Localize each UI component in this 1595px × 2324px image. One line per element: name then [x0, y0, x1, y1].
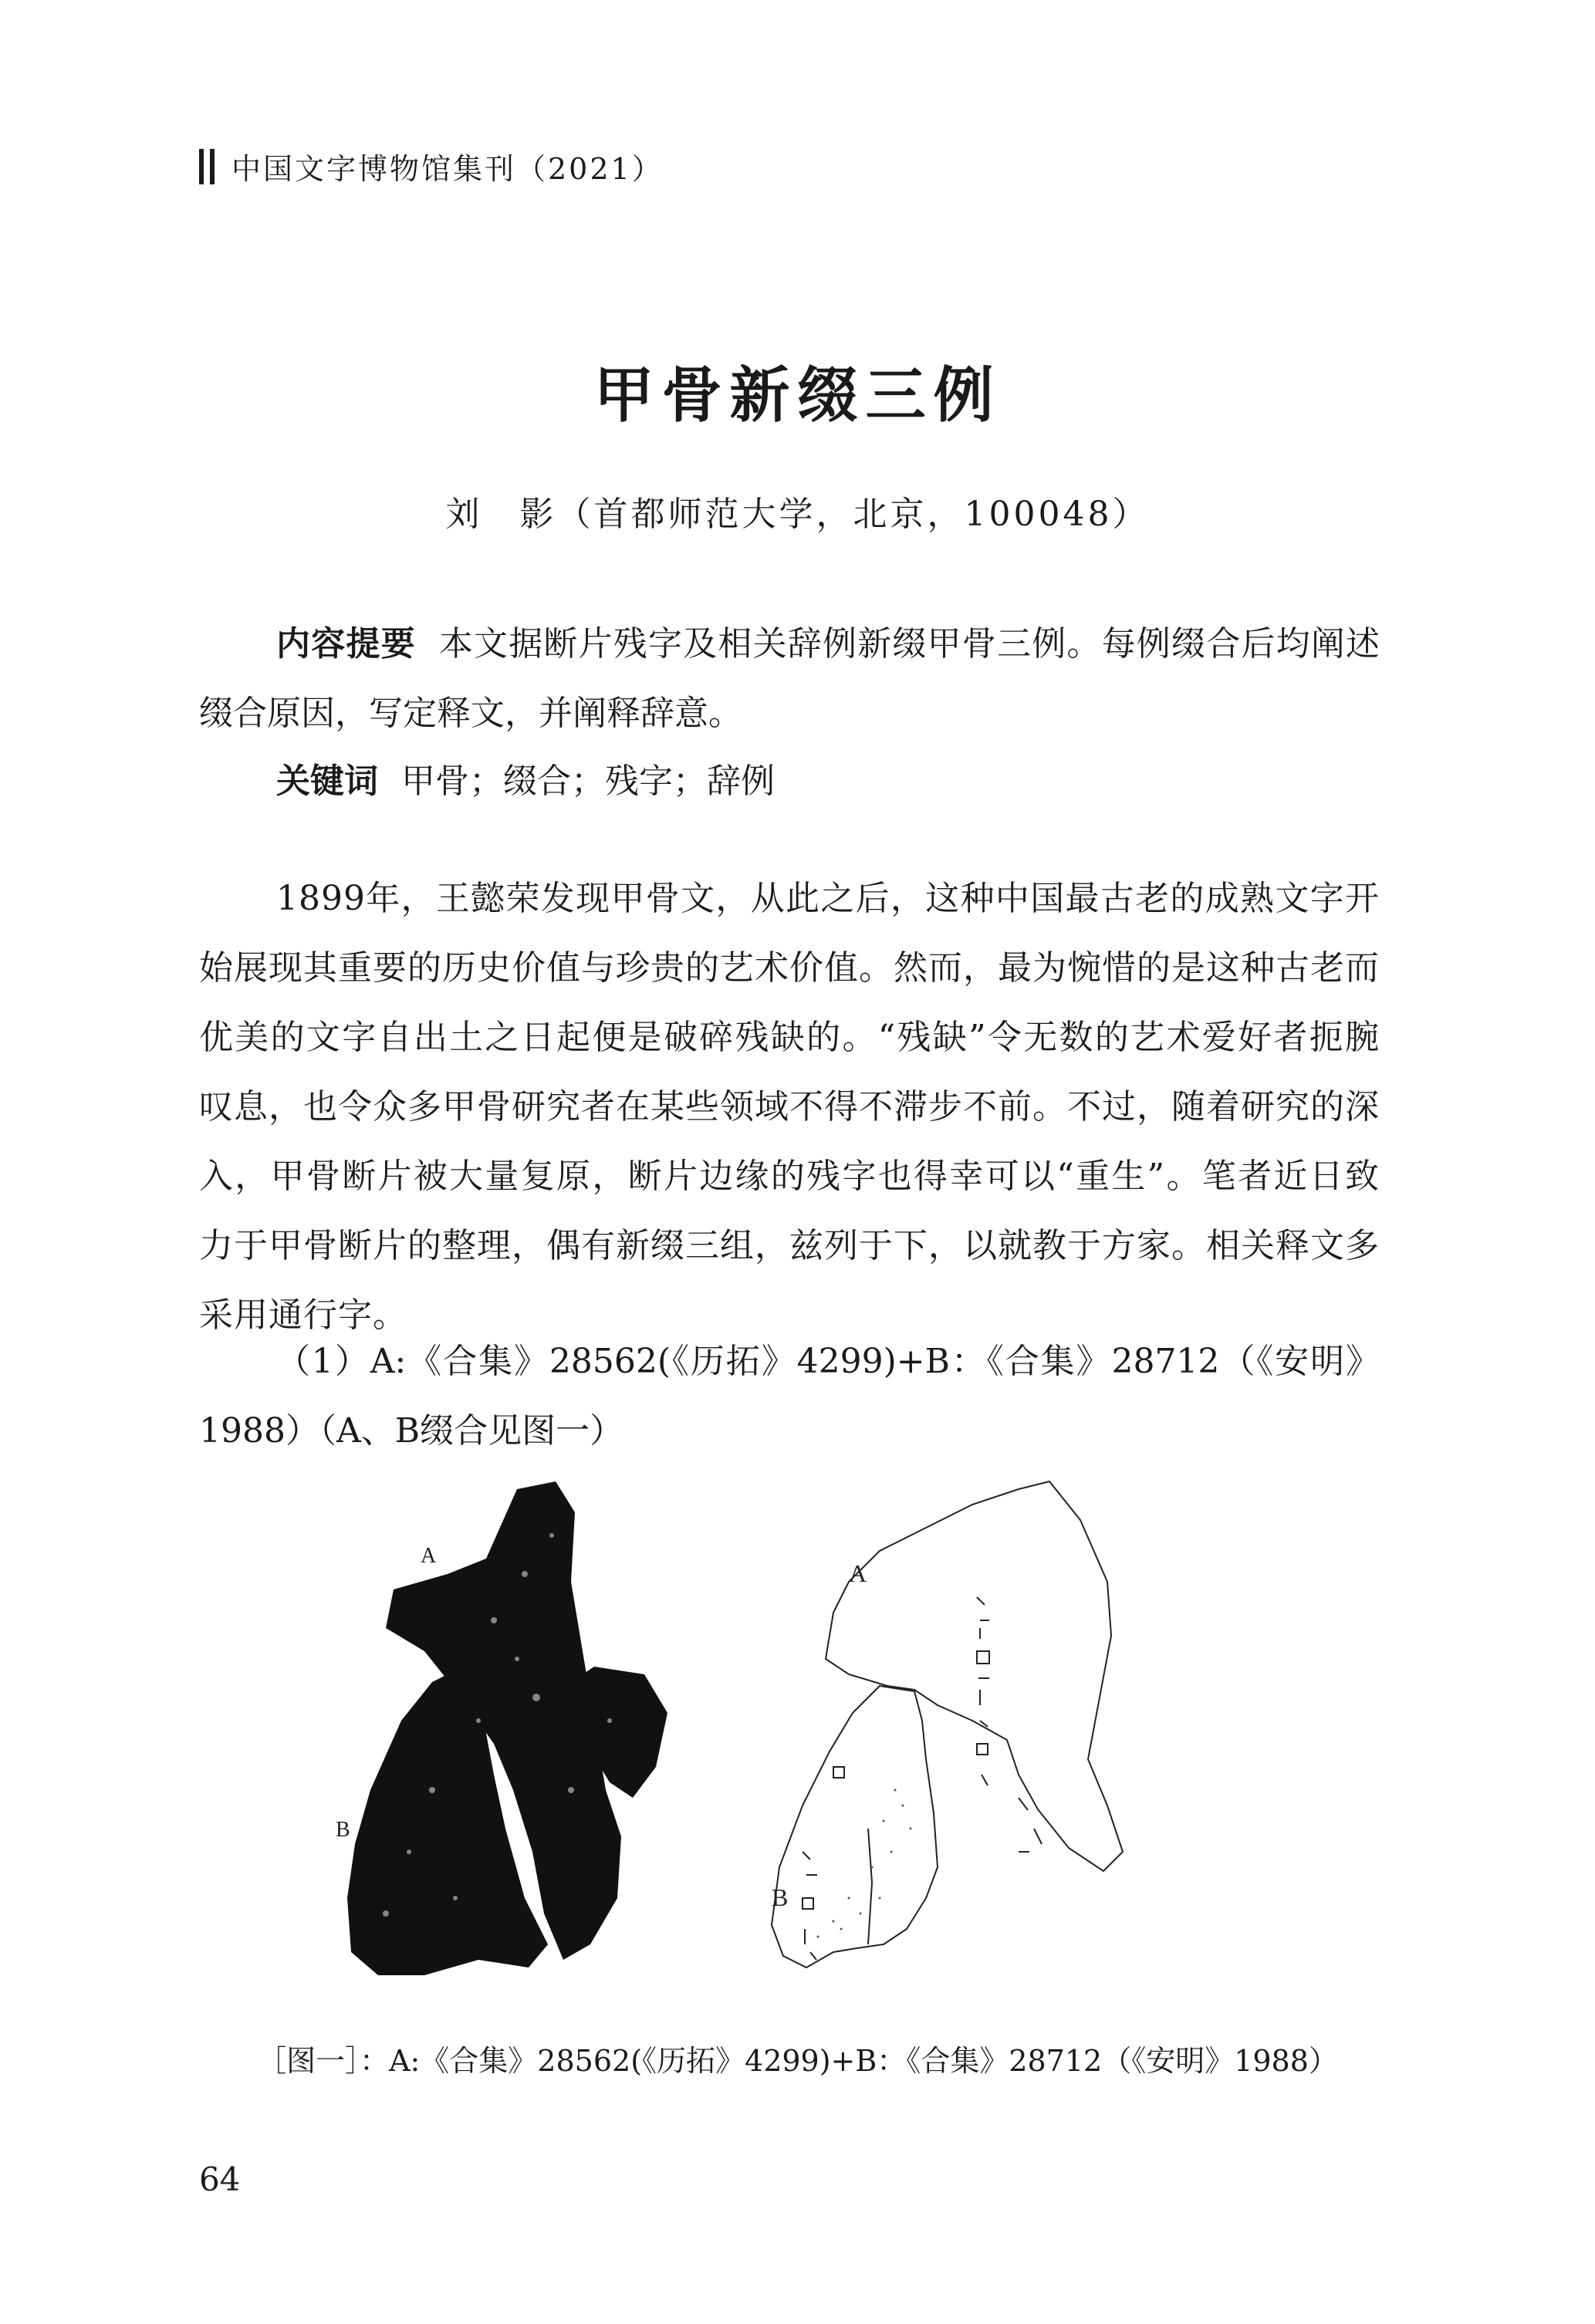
body-paragraph: 1899年，王懿荣发现甲骨文，从此之后，这种中国最古老的成熟文字开始展现其重要的历史价值与珍贵的艺术价值。然而，最为惋惜的是这种古老而优美的文字自出土之日起便是破碎残缺的。“残缺”令无数的艺术爱好者扼腕叹息，也令众多甲骨研究者在某些领域不得不滞步不前。不过，随着研究的深入，甲骨断片被大量复原，断片边缘的残字也得幸可以“重生”。笔者近日致力于甲骨断片的整理，偶有新缀三组，兹列于下，以就教于方家。相关释文多采用通行字。	[199, 879, 1380, 1335]
abstract-label: 内容提要	[276, 624, 416, 664]
rubbing-label-b: B	[336, 1818, 350, 1842]
rubbing-image	[347, 1481, 667, 1975]
figure-1	[336, 1466, 1235, 2022]
item-1-heading: （1）A:《合集》28562(《历拓》4299)+B：《合集》28712（《安明》1988）（A、B缀合见图一）	[199, 1342, 1380, 1451]
page-number: 64	[199, 2160, 241, 2198]
author-line: 刘 影（首都师范大学，北京，100048）	[445, 495, 1150, 534]
header-rule-icon	[199, 149, 204, 184]
running-head-text: 中国文字博物馆集刊（2021）	[231, 152, 664, 186]
abstract-text: 本文据断片残字及相关辞例新缀甲骨三例。每例缀合后均阐述缀合原因，写定释文，并阐释辞意。	[199, 624, 1380, 733]
abstract	[199, 610, 1380, 748]
keywords	[199, 747, 1380, 816]
figure-caption: ［图一］：A:《合集》28562(《历拓》4299)+B：《合集》28712（《安明》1988）	[257, 2044, 1338, 2078]
article-title: 甲骨新缀三例	[593, 361, 1002, 431]
rubbing-label-a: A	[421, 1544, 437, 1568]
header-rule-icon	[210, 149, 215, 184]
keywords-text: 甲骨；缀合；残字；辞例	[401, 762, 775, 801]
keywords-label: 关键词	[276, 762, 378, 801]
running-head	[199, 145, 664, 187]
line-drawing	[772, 1481, 1123, 1968]
drawing-label-b: B	[772, 1883, 789, 1911]
drawing-label-a: A	[849, 1559, 867, 1587]
stipple-texture	[817, 1789, 912, 1938]
